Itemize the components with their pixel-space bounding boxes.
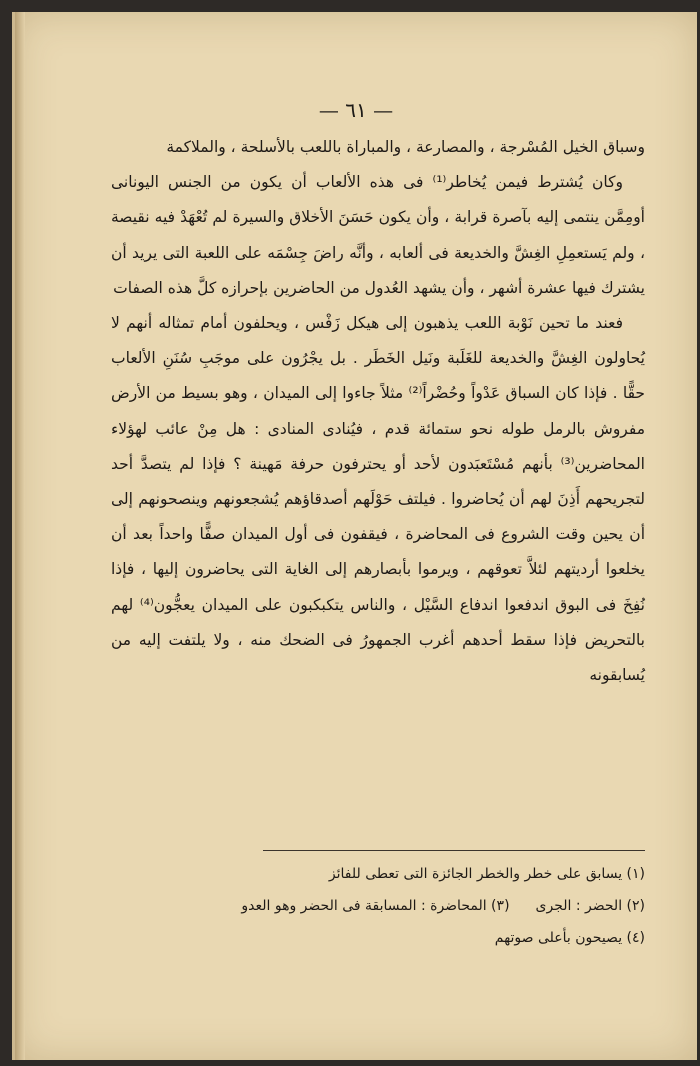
footnote: (٤) يصيحون بأعلى صوتهم [494, 930, 645, 946]
paragraph: وسباق الخيل المُسْرجة ، والمصارعة ، والمباراة باللعب بالأسلحة ، والملاكمة [166, 138, 645, 156]
book-binding [15, 12, 25, 1060]
footnote-row [241, 890, 645, 922]
footnote-divider [263, 850, 645, 851]
footnote: (٢) الحضر : الجرى [535, 898, 645, 914]
book-page [12, 12, 697, 1060]
paragraph: وكان يُشترط فيمن يُخاطر⁽¹⁾ فى هذه الألعاب أن يكون من الجنس اليونانى أومِمَّن ينتمى إليه بآصرة قرابة ، وأن يكون حَسَنَ الأخلاق والسيرة لم تُعْهَدْ فيه نقيصة ، ولم يَستعمِلِ الغِشَّ والخديعة فى ألعابه ، وأنَّه راضَ جِسْمَه على اللعبة التى يريد أن يشترك فيها عشرة أشهر ، وأن يشهد العُدول من الحاضرين بإحرازه كلَّ هذه الصفات [111, 173, 645, 297]
body-text [111, 130, 645, 693]
footnote: (١) يسابق على خطر والخطر الجائزة التى تعطى للفائز [328, 866, 645, 882]
footnotes [241, 858, 645, 954]
page-number: — ٦١ — [318, 98, 394, 122]
paragraph: فعند ما تحين نَوْبة اللعب يذهبون إلى هيكل زَفْس ، ويحلفون أمام تمثاله أنهم لا يُحاولون الغِشَّ والخديعة للغَلَبة ونَيل الخَطَر . بل يجْرُون على موجَبِ سُنَنِ الألعاب حقًّا . فإذا كان السباق عَدْواً وحُضْراً⁽²⁾ مثلاً جاءوا إلى الميدان ، وهو بسيط من الأرض مفروش بالرمل طوله نحو ستمائة قدم ، فيُنادى المنادى : هل مِنْ عائب لهؤلاء المحاضرين⁽³⁾ بأنهم مُسْتَعبَدون لأحد أو يحترفون حرفة مَهينة ؟ فإذا لم يتصدَّ أحد لتجريحهم أَذِنَ لهم أن يُحاضروا . فيلتف حَوْلَهم أصدقاؤهم يُشجعونهم وينصحونهم إلى أن يحين وقت الشروع فى المحاضرة ، فيقفون فى أول الميدان صفًّا واحداً بعد أن يخلعوا أرديتهم لئلاَّ تعوقهم ، ويرموا بأبصارهم إلى الغاية التى يحاضرون إليها ، فإذا نُفِخَ فى البوق اندفعوا اندفاع السَّيْل ، والناس يتكبكبون على الميدان يعجُّون⁽⁴⁾ لهم بالتحريض فإذا سقط أحدهم أغرب الجمهورُ فى الضحك منه ، ولا يلتفت إليه من يُسابقونه [111, 314, 645, 685]
footnote: (٣) المحاضرة : المسابقة فى الحضر وهو العدو [241, 898, 510, 914]
